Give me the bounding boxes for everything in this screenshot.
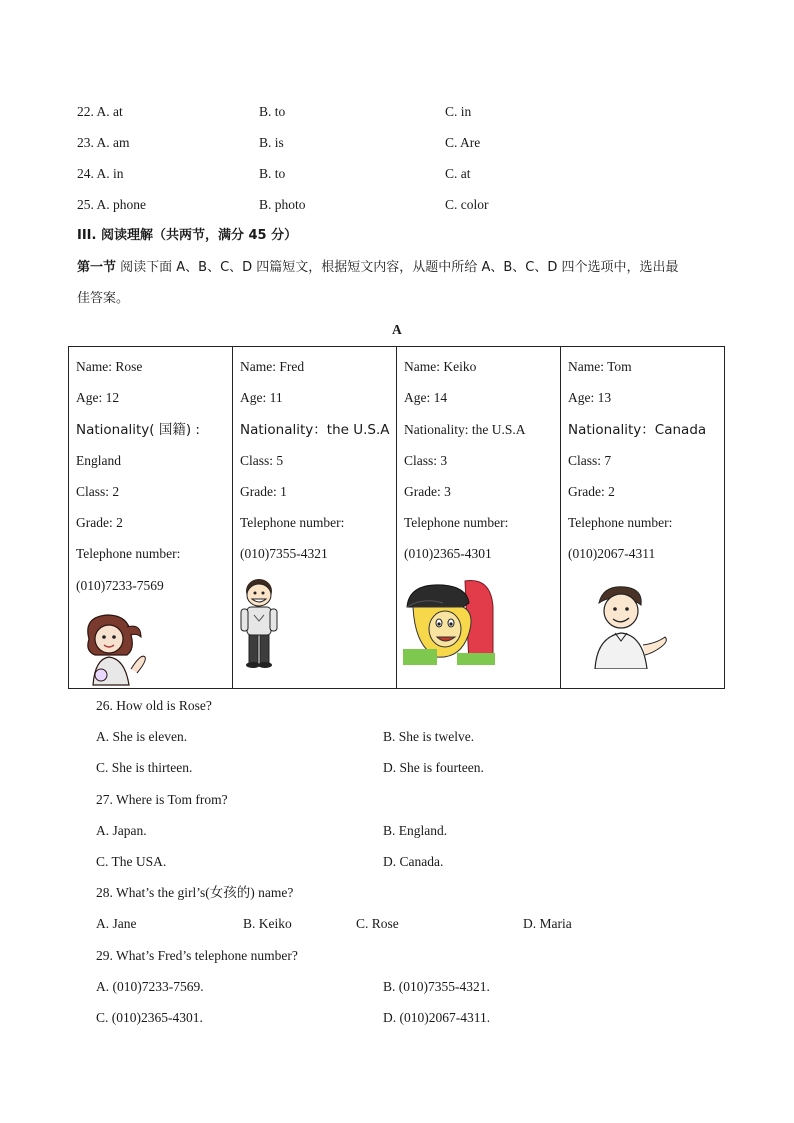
answer-option-a: A. Jane bbox=[96, 916, 137, 931]
card-grade: Grade: 2 bbox=[568, 484, 615, 499]
instruction-label: 第一节 bbox=[77, 260, 117, 275]
option-a: 24. A. in bbox=[77, 166, 124, 181]
card-class: Class: 5 bbox=[240, 453, 284, 468]
card-telephone-label: Telephone number: bbox=[568, 515, 673, 530]
card-name: Name: Keiko bbox=[404, 359, 477, 374]
option-c: C. in bbox=[445, 104, 472, 119]
instruction bbox=[77, 260, 678, 276]
card-class: Class: 2 bbox=[76, 484, 120, 499]
card-age: Age: 13 bbox=[568, 390, 612, 405]
info-card-fred bbox=[233, 347, 397, 689]
answer-option-c: C. (010)2365-4301. bbox=[96, 1010, 203, 1025]
answer-option-b: B. (010)7355-4321. bbox=[383, 979, 490, 994]
card-nationality: Nationality：Canada bbox=[568, 422, 707, 438]
card-grade: Grade: 1 bbox=[240, 484, 287, 499]
card-telephone: (010)2365-4301 bbox=[404, 546, 492, 561]
card-nationality: Nationality: the U.S.A bbox=[404, 422, 526, 437]
card-name: Name: Fred bbox=[240, 359, 305, 374]
option-c: C. at bbox=[445, 166, 471, 181]
answer-option-b: B. England. bbox=[383, 823, 448, 838]
card-class: Class: 3 bbox=[404, 453, 448, 468]
card-age: Age: 12 bbox=[76, 390, 120, 405]
option-a: 22. A. at bbox=[77, 104, 123, 119]
card-age: Age: 14 bbox=[404, 390, 448, 405]
option-b: B. photo bbox=[259, 197, 306, 212]
answer-option-b: B. She is twelve. bbox=[383, 729, 475, 744]
card-nationality-value: England bbox=[76, 453, 121, 468]
card-telephone: (010)2067-4311 bbox=[568, 546, 656, 561]
question-text: 26. How old is Rose? bbox=[96, 698, 212, 713]
info-card-rose bbox=[69, 347, 233, 689]
girl-cartoon-image bbox=[75, 609, 153, 687]
answer-option-a: A. Japan. bbox=[96, 823, 147, 838]
card-telephone-label: Telephone number: bbox=[240, 515, 345, 530]
card-telephone: (010)7355-4321 bbox=[240, 546, 328, 561]
answer-option-a: A. She is eleven. bbox=[96, 729, 188, 744]
option-a: 23. A. am bbox=[77, 135, 130, 150]
card-age: Age: 11 bbox=[240, 390, 283, 405]
info-card-table bbox=[68, 346, 725, 689]
option-c: C. color bbox=[445, 197, 489, 212]
section-heading: III. 阅读理解（共两节，满分 45 分） bbox=[77, 228, 298, 243]
answer-option-d: D. Canada. bbox=[383, 854, 444, 869]
card-grade: Grade: 3 bbox=[404, 484, 451, 499]
card-name: Name: Rose bbox=[76, 359, 143, 374]
card-grade: Grade: 2 bbox=[76, 515, 123, 530]
answer-option-d: D. Maria bbox=[523, 916, 572, 931]
card-name: Name: Tom bbox=[568, 359, 632, 374]
answer-option-a: A. (010)7233-7569. bbox=[96, 979, 204, 994]
option-a: 25. A. phone bbox=[77, 197, 146, 212]
card-telephone: (010)7233-7569 bbox=[76, 578, 164, 593]
answer-option-d: D. (010)2067-4311. bbox=[383, 1010, 491, 1025]
card-telephone-label: Telephone number: bbox=[404, 515, 509, 530]
option-b: B. to bbox=[259, 166, 286, 181]
answer-option-c: C. The USA. bbox=[96, 854, 167, 869]
boy-cartoon-image bbox=[237, 577, 281, 669]
info-card-tom bbox=[561, 347, 725, 689]
answer-option-c: C. Rose bbox=[356, 916, 399, 931]
question-text: 27. Where is Tom from? bbox=[96, 792, 228, 807]
instruction-text: 阅读下面 A、B、C、D 四篇短文，根据短文内容，从题中所给 A、B、C、D 四个选项中，选出最 bbox=[116, 260, 679, 275]
question-text: 28. What’s the girl’s(女孩的) name? bbox=[96, 885, 294, 900]
card-nationality: Nationality：the U.S.A bbox=[240, 422, 390, 438]
question-text: 29. What’s Fred’s telephone number? bbox=[96, 948, 298, 963]
card-class: Class: 7 bbox=[568, 453, 612, 468]
answer-option-d: D. She is fourteen. bbox=[383, 760, 484, 775]
card-nationality: Nationality( 国籍) : bbox=[76, 422, 200, 438]
card-telephone-label: Telephone number: bbox=[76, 546, 181, 561]
answer-option-b: B. Keiko bbox=[243, 916, 292, 931]
boy-cartoon-image bbox=[581, 583, 671, 669]
instruction-continued: 佳答案。 bbox=[77, 291, 130, 306]
option-c: C. Are bbox=[445, 135, 481, 150]
passage-label: A bbox=[392, 322, 402, 337]
kids-cartoon-image bbox=[403, 577, 495, 665]
answer-option-c: C. She is thirteen. bbox=[96, 760, 193, 775]
option-b: B. is bbox=[259, 135, 284, 150]
option-b: B. to bbox=[259, 104, 286, 119]
info-card-keiko bbox=[397, 347, 561, 689]
